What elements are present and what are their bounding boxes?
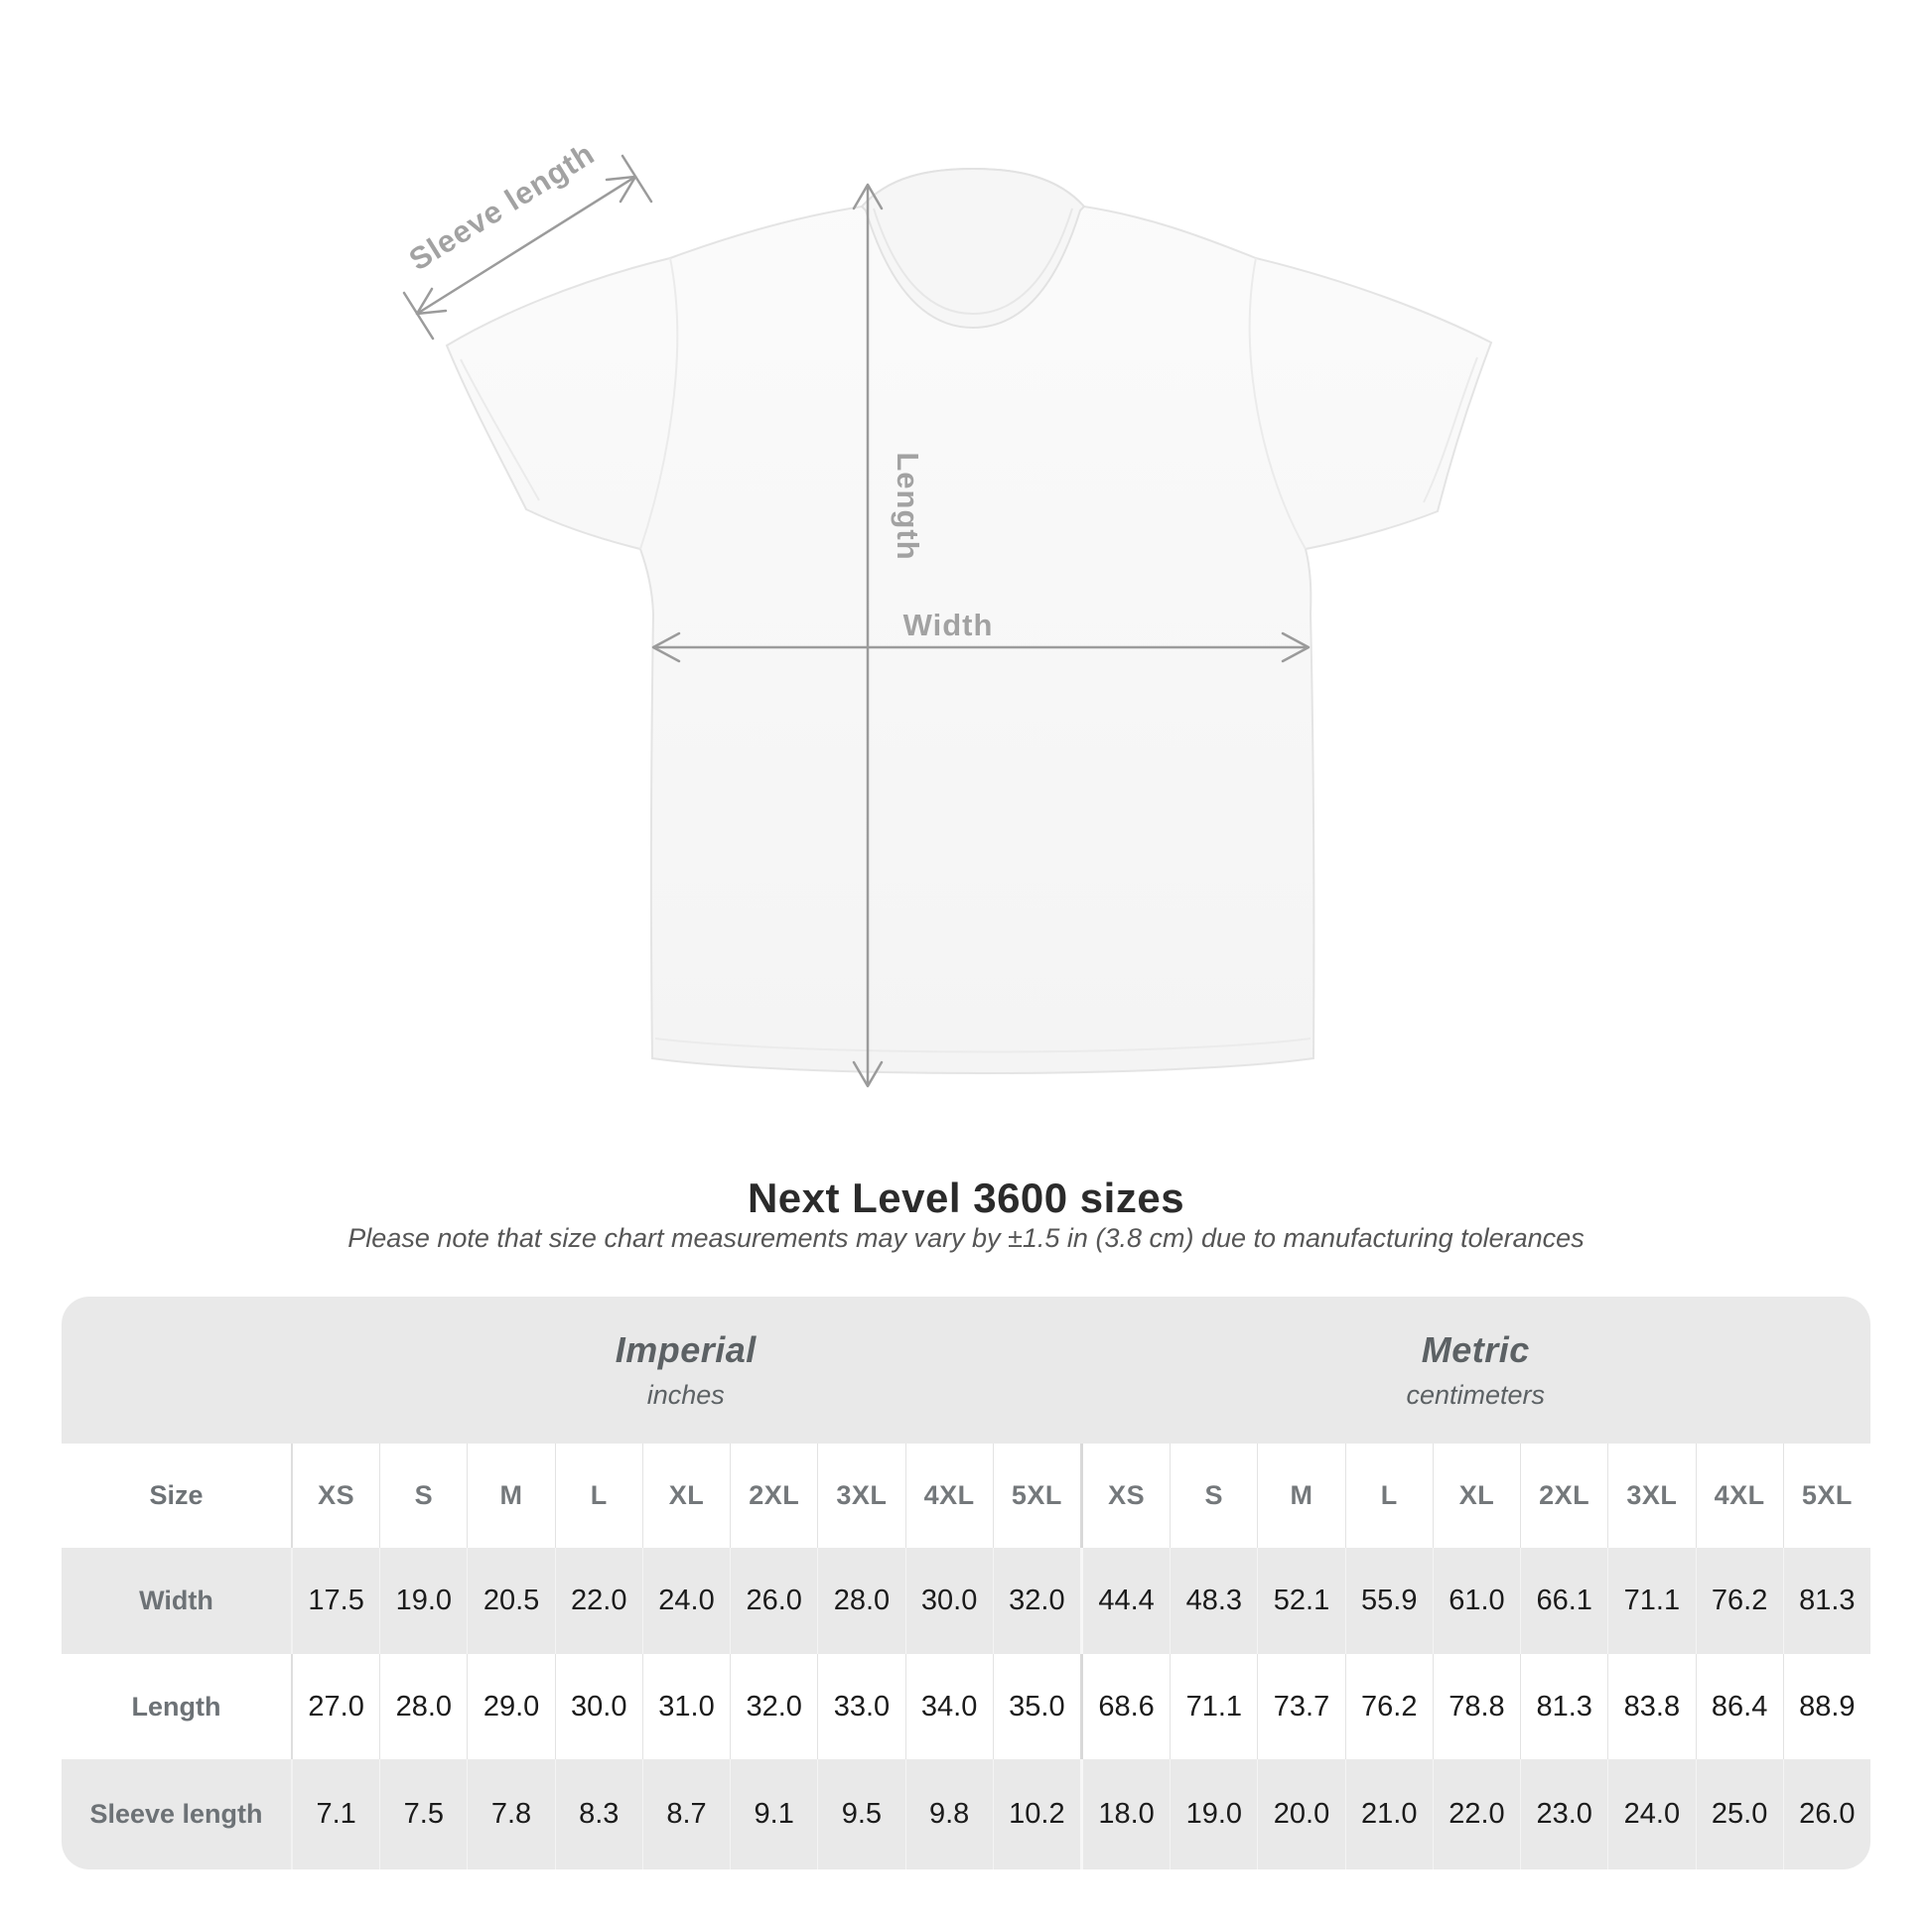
measurement-value-metric: 78.8 — [1433, 1654, 1520, 1759]
measurement-value-metric: 68.6 — [1080, 1654, 1170, 1759]
measurement-value-imperial: 32.0 — [730, 1654, 817, 1759]
measurement-row-label: Width — [62, 1548, 293, 1654]
width-row — [62, 1548, 1870, 1654]
measurement-value-imperial: 28.0 — [379, 1654, 467, 1759]
measurement-value-imperial: 8.7 — [642, 1759, 730, 1869]
measurement-value-metric: 24.0 — [1607, 1759, 1695, 1869]
measurement-value-metric: 23.0 — [1520, 1759, 1607, 1869]
measurement-value-imperial: 30.0 — [555, 1654, 642, 1759]
group-row-spacer — [62, 1297, 291, 1444]
sleeve-length-row — [62, 1759, 1870, 1869]
imperial-group-label: Imperial — [615, 1329, 757, 1370]
measurement-value-metric: 22.0 — [1433, 1759, 1520, 1869]
unit-group-metric — [1081, 1297, 1871, 1444]
measurement-value-imperial: 20.5 — [467, 1548, 554, 1654]
measurement-value-imperial: 29.0 — [467, 1654, 554, 1759]
size-col-header-metric: 3XL — [1607, 1444, 1695, 1548]
size-col-header-imperial: 5XL — [993, 1444, 1080, 1548]
measurement-value-imperial: 35.0 — [993, 1654, 1080, 1759]
measurement-value-metric: 18.0 — [1080, 1759, 1170, 1869]
tshirt-diagram — [377, 147, 1549, 1130]
size-col-header-imperial: 3XL — [817, 1444, 904, 1548]
tolerance-note: Please note that size chart measurements may vary by ±1.5 in (3.8 cm) due to manufacturing tolerances — [347, 1223, 1585, 1253]
metric-group-unit: centimeters — [1406, 1380, 1546, 1410]
unit-group-header-row — [62, 1297, 1870, 1444]
measurement-value-metric: 73.7 — [1257, 1654, 1344, 1759]
measurement-value-imperial: 34.0 — [905, 1654, 993, 1759]
measurement-value-metric: 52.1 — [1257, 1548, 1344, 1654]
size-col-header-metric: 5XL — [1783, 1444, 1870, 1548]
measurement-value-metric: 19.0 — [1170, 1759, 1257, 1869]
size-col-header-metric: S — [1170, 1444, 1257, 1548]
width-measure-label: Width — [902, 608, 994, 642]
measurement-value-imperial: 28.0 — [817, 1548, 904, 1654]
measurement-value-imperial: 32.0 — [993, 1548, 1080, 1654]
size-col-header-imperial: XL — [642, 1444, 730, 1548]
metric-group-label: Metric — [1421, 1329, 1530, 1370]
size-col-header-imperial: XS — [318, 1480, 355, 1510]
length-row — [62, 1654, 1870, 1759]
measurement-value-metric: 76.2 — [1696, 1548, 1783, 1654]
measurement-row-label: Length — [62, 1654, 293, 1759]
measurement-value-metric: 76.2 — [1345, 1654, 1433, 1759]
measurement-value-metric: 20.0 — [1257, 1759, 1344, 1869]
measurement-value-imperial: 26.0 — [730, 1548, 817, 1654]
size-col-header-metric: 2XL — [1520, 1444, 1607, 1548]
measurement-value-metric: 44.4 — [1080, 1548, 1170, 1654]
sleeve-length-measure-label: Sleeve length — [402, 147, 601, 278]
measurement-value-imperial: 27.0 — [308, 1690, 364, 1723]
measurement-value-imperial: 31.0 — [642, 1654, 730, 1759]
measurement-value-metric: 26.0 — [1783, 1759, 1870, 1869]
unit-group-imperial — [291, 1297, 1081, 1444]
measurement-value-imperial: 24.0 — [642, 1548, 730, 1654]
size-col-header-metric: L — [1345, 1444, 1433, 1548]
measurement-value-metric: 25.0 — [1696, 1759, 1783, 1869]
measurement-value-imperial: 7.1 — [316, 1798, 356, 1830]
measurement-value-metric: 71.1 — [1170, 1654, 1257, 1759]
size-header-row — [62, 1444, 1870, 1548]
measurement-value-metric: 88.9 — [1783, 1654, 1870, 1759]
measurement-value-metric: 86.4 — [1696, 1654, 1783, 1759]
measurement-value-imperial: 9.5 — [817, 1759, 904, 1869]
measurement-value-imperial: 7.5 — [379, 1759, 467, 1869]
measurement-value-metric: 21.0 — [1345, 1759, 1433, 1869]
size-col-header-metric: XS — [1080, 1444, 1170, 1548]
measurement-value-metric: 48.3 — [1170, 1548, 1257, 1654]
size-col-header-imperial: S — [379, 1444, 467, 1548]
measurement-value-imperial: 7.8 — [467, 1759, 554, 1869]
size-col-header-imperial: M — [467, 1444, 554, 1548]
measurement-value-metric: 61.0 — [1433, 1548, 1520, 1654]
size-chart-table — [62, 1297, 1870, 1869]
size-col-header-imperial: 4XL — [905, 1444, 993, 1548]
measurement-value-imperial: 33.0 — [817, 1654, 904, 1759]
tshirt-illustration — [377, 147, 1549, 1130]
measurement-value-imperial: 9.8 — [905, 1759, 993, 1869]
measurement-value-metric: 81.3 — [1783, 1548, 1870, 1654]
measurement-value-metric: 71.1 — [1607, 1548, 1695, 1654]
size-column-header: Size — [62, 1444, 293, 1548]
length-measure-label: Length — [891, 452, 925, 561]
size-col-header-metric: XL — [1433, 1444, 1520, 1548]
imperial-group-unit: inches — [646, 1380, 725, 1410]
measurement-row-label: Sleeve length — [62, 1759, 293, 1869]
measurement-value-metric: 83.8 — [1607, 1654, 1695, 1759]
measurement-value-metric: 81.3 — [1520, 1654, 1607, 1759]
measurement-value-imperial: 30.0 — [905, 1548, 993, 1654]
size-col-header-metric: M — [1257, 1444, 1344, 1548]
size-col-header-metric: 4XL — [1696, 1444, 1783, 1548]
measurement-value-imperial: 22.0 — [555, 1548, 642, 1654]
measurement-value-imperial: 17.5 — [308, 1585, 364, 1616]
measurement-value-metric: 55.9 — [1345, 1548, 1433, 1654]
measurement-value-imperial: 19.0 — [379, 1548, 467, 1654]
size-col-header-imperial: L — [555, 1444, 642, 1548]
page-title: Next Level 3600 sizes — [747, 1174, 1185, 1221]
size-col-header-imperial: 2XL — [730, 1444, 817, 1548]
measurement-value-metric: 66.1 — [1520, 1548, 1607, 1654]
measurement-value-imperial: 9.1 — [730, 1759, 817, 1869]
measurement-value-imperial: 10.2 — [993, 1759, 1080, 1869]
measurement-value-imperial: 8.3 — [555, 1759, 642, 1869]
